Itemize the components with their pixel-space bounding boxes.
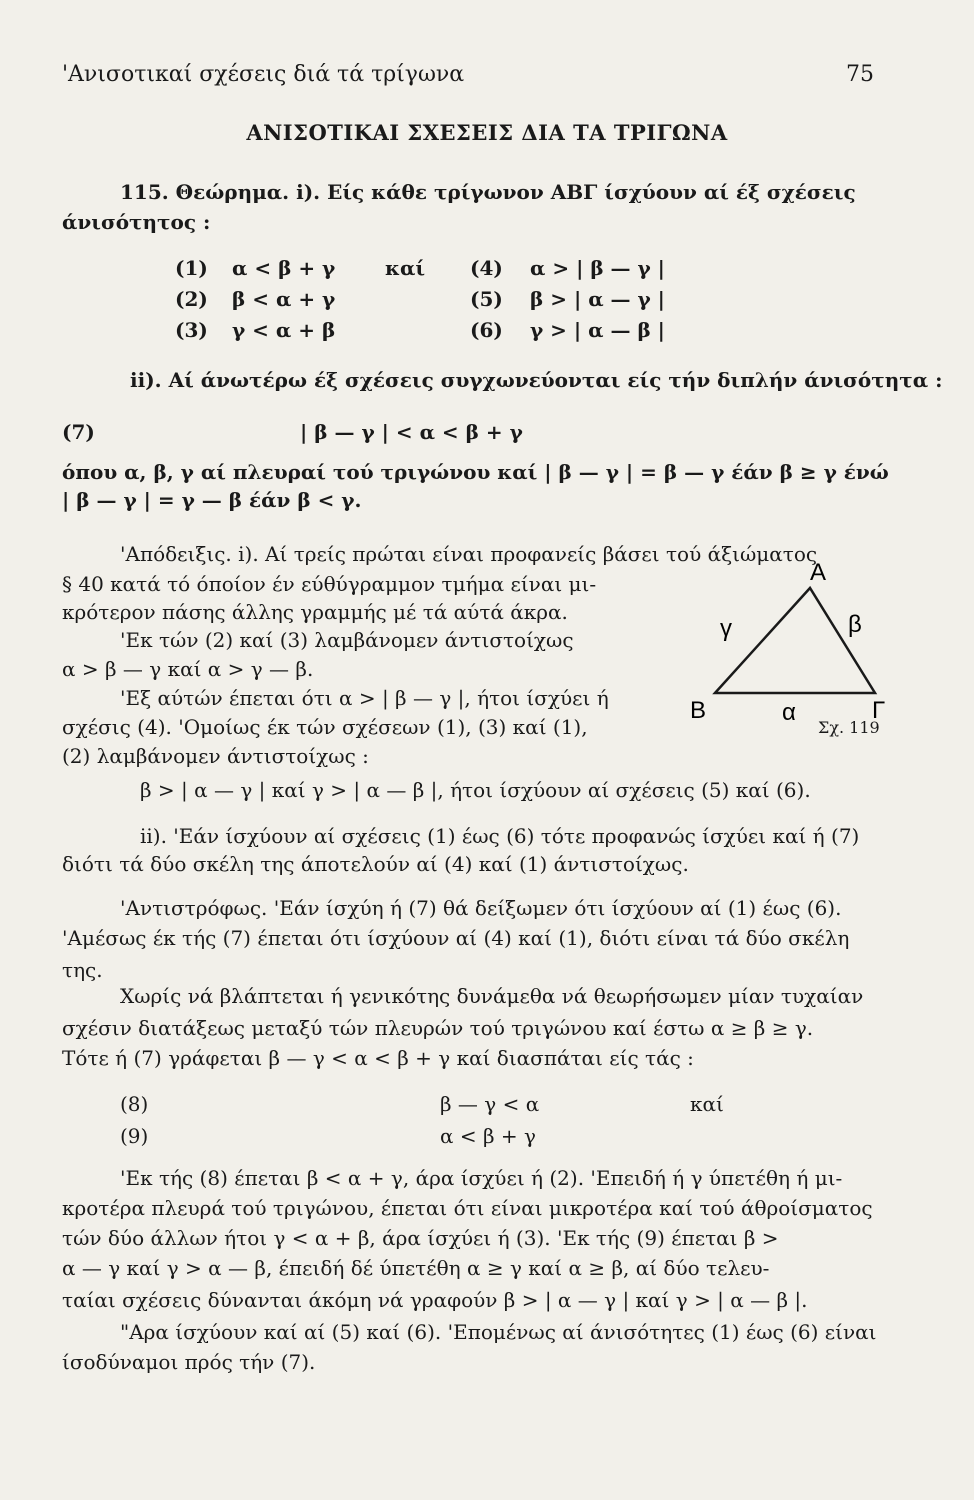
converse-line-9: τών δύο άλλων ήτοι γ < α + β, άρα ίσχύει ή (3). 'Εκ τής (9) έπεται β >: [62, 1226, 779, 1250]
section-title: ΑΝΙΣΟΤΙΚΑΙ ΣΧΕΣΕΙΣ ΔΙΑ ΤΑ ΤΡΙΓΩΝΑ: [246, 120, 728, 145]
rel-5-num: (5): [470, 287, 503, 311]
triangle-shape: [715, 588, 875, 693]
vertex-label-a: A: [810, 559, 827, 586]
side-label-b: β: [848, 611, 862, 638]
rel-1: α < β + γ: [232, 256, 336, 280]
converse-line-3: της.: [62, 958, 103, 982]
side-label-a: α: [782, 699, 796, 726]
rel-3: γ < α + β: [232, 318, 336, 342]
converse-line-11: ταίαι σχέσεις δύνανται άκόμη νά γραφούν β > | α — γ | καί γ > | α — β |.: [62, 1288, 808, 1312]
proof-line-2: § 40 κατά τό όποίον έν εύθύγραμμον τμήμα είναι μι-: [62, 572, 597, 596]
converse-line-2: 'Αμέσως έκ τής (7) έπεται ότι ίσχύουν αί (4) καί (1), διότι είναι τά δύο σκέλη: [62, 926, 850, 950]
converse-line-7: 'Εκ τής (8) έπεται β < α + γ, άρα ίσχύει ή (2). 'Επειδή ή γ ύπετέθη ή μι-: [120, 1166, 843, 1190]
rel-4-num: (4): [470, 256, 503, 280]
proof-line-4: 'Εκ τών (2) καί (3) λαμβάνομεν άντιστοίχως: [120, 628, 574, 652]
theorem-part-2: ii). Αί άνωτέρω έξ σχέσεις συγχωνεύονται είς τήν διπλήν άνισότητα :: [130, 368, 943, 392]
proof-line-7: σχέσις (4). 'Ομοίως έκ τών σχέσεων (1), (3) καί (1),: [62, 715, 588, 739]
proof-line-3: κρότερον πάσης άλλης γραμμής μέ τά αύτά άκρα.: [62, 600, 568, 624]
proof-line-1: 'Απόδειξις. i). Αί τρείς πρώται είναι προφανείς βάσει τού άξιώματος: [120, 542, 818, 566]
converse-line-1: 'Αντιστρόφως. 'Εάν ίσχύη ή (7) θά δείξωμεν ότι ίσχύουν αί (1) έως (6).: [120, 896, 842, 920]
rel-6-num: (6): [470, 318, 503, 342]
proof-line-6: 'Εξ αύτών έπεται ότι α > | β — γ |, ήτοι ίσχύει ή: [120, 686, 609, 710]
theorem-line-2: άνισότητος :: [62, 210, 211, 234]
rel-7: | β — γ | < α < β + γ: [300, 420, 523, 444]
rel-8-num: (8): [120, 1092, 149, 1116]
theorem-line-1: 115. Θεώρημα. i). Είς κάθε τρίγωνον ΑΒΓ ίσχύουν αί έξ σχέσεις: [120, 180, 856, 204]
vertex-label-g: Γ: [872, 697, 886, 724]
theorem-where-1: όπου α, β, γ αί πλευραί τού τριγώνου καί | β — γ | = β — γ έάν β ≥ γ ένώ: [62, 460, 889, 484]
rel-9-num: (9): [120, 1124, 149, 1148]
page-number: 75: [846, 62, 874, 87]
rel-7-num: (7): [62, 420, 95, 444]
rel-8-and: καί: [690, 1092, 724, 1116]
converse-line-5: σχέσιν διατάξεως μεταξύ τών πλευρών τού τριγώνου καί έστω α ≥ β ≥ γ.: [62, 1016, 814, 1040]
proof-line-11: διότι τά δύο σκέλη της άποτελούν αί (4) καί (1) άντιστοίχως.: [62, 852, 689, 876]
running-title: 'Ανισοτικαί σχέσεις διά τά τρίγωνα: [62, 62, 465, 87]
rel-5: β > | α — γ |: [530, 287, 665, 311]
rel-4: α > | β — γ |: [530, 256, 665, 280]
proof-line-5: α > β — γ καί α > γ — β.: [62, 657, 314, 681]
converse-line-12: "Αρα ίσχύουν καί αί (5) καί (6). 'Επομένως αί άνισότητες (1) έως (6) είναι: [120, 1320, 877, 1344]
rel-2: β < α + γ: [232, 287, 336, 311]
figure-caption: Σχ. 119: [818, 718, 880, 737]
rel-3-num: (3): [175, 318, 208, 342]
vertex-label-b: B: [690, 697, 707, 724]
proof-line-8: (2) λαμβάνομεν άντιστοίχως :: [62, 744, 369, 768]
converse-line-4: Χωρίς νά βλάπτεται ή γενικότης δυνάμεθα νά θεωρήσωμεν μίαν τυχαίαν: [120, 984, 864, 1008]
side-label-g: γ: [720, 615, 732, 642]
rel-6: γ > | α — β |: [530, 318, 665, 342]
theorem-where-2: | β — γ | = γ — β έάν β < γ.: [62, 488, 362, 512]
rel-2-num: (2): [175, 287, 208, 311]
converse-line-8: κροτέρα πλευρά τού τριγώνου, έπεται ότι είναι μικροτέρα καί τού άθροίσματος: [62, 1196, 873, 1220]
rel-9: α < β + γ: [440, 1124, 536, 1148]
converse-line-13: ίσοδύναμοι πρός τήν (7).: [62, 1350, 316, 1374]
rel-and: καί: [385, 256, 426, 280]
proof-line-9: β > | α — γ | καί γ > | α — β |, ήτοι ίσχύουν αί σχέσεις (5) καί (6).: [140, 778, 811, 802]
rel-1-num: (1): [175, 256, 208, 280]
proof-line-10: ii). 'Εάν ίσχύουν αί σχέσεις (1) έως (6) τότε προφανώς ίσχύει καί ή (7): [140, 824, 860, 848]
converse-line-6: Τότε ή (7) γράφεται β — γ < α < β + γ καί διασπάται είς τάς :: [62, 1046, 694, 1070]
converse-line-10: α — γ καί γ > α — β, έπειδή δέ ύπετέθη α ≥ γ καί α ≥ β, αί δύο τελευ-: [62, 1256, 770, 1280]
rel-8: β — γ < α: [440, 1092, 540, 1116]
